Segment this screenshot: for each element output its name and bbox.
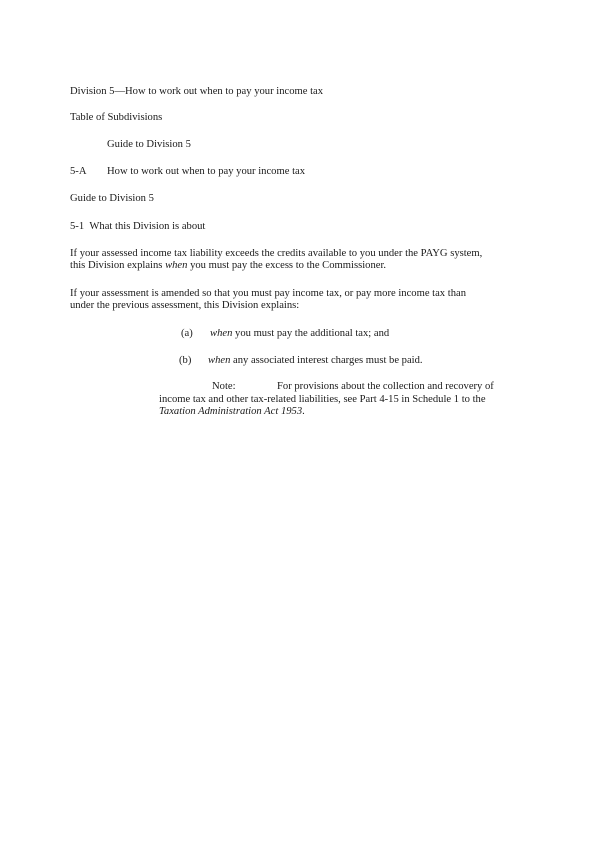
division-heading: Division 5—How to work out when to pay your income tax	[70, 86, 324, 97]
item-a-text	[210, 328, 389, 340]
section-title: What this Division is about	[89, 221, 206, 232]
item-a-emphasis: when	[210, 328, 233, 339]
note-line2: income tax and other tax-related liabilities, see Part 4-15 in Schedule 1 to the	[159, 394, 486, 405]
toc-title: Table of Subdivisions	[70, 112, 163, 123]
item-b-body: any associated interest charges must be paid.	[230, 355, 423, 366]
note-line3	[159, 406, 305, 418]
note-label: Note:	[212, 381, 236, 392]
item-b-text	[208, 355, 423, 367]
para2-line1: If your assessment is amended so that you must pay income tax, or pay more income tax than	[70, 288, 466, 299]
toc-subdivision-number: 5-A	[70, 166, 87, 177]
para1-text: this Division explains	[70, 260, 166, 271]
act-title: Taxation Administration Act 1953	[159, 406, 303, 417]
toc-guide-entry: Guide to Division 5	[107, 139, 191, 150]
para1-text-end: you must pay the excess to the Commissioner.	[187, 260, 387, 271]
note-line1: For provisions about the collection and recovery of	[277, 381, 494, 392]
para1-line1: If your assessed income tax liability exceeds the credits available to you under the PAYG system,	[70, 248, 483, 259]
guide-heading: Guide to Division 5	[70, 193, 154, 204]
para1-line2	[70, 260, 386, 272]
item-b-emphasis: when	[208, 355, 231, 366]
para2-line2: under the previous assessment, this Division explains:	[70, 300, 300, 311]
section-number: 5-1	[70, 221, 85, 232]
item-a-body: you must pay the additional tax; and	[232, 328, 390, 339]
toc-subdivision-title: How to work out when to pay your income tax	[107, 166, 306, 177]
note-period: .	[302, 406, 305, 417]
para1-emphasis: when	[165, 260, 188, 271]
item-a-label: (a)	[181, 328, 193, 339]
section-heading	[70, 221, 205, 233]
item-b-label: (b)	[179, 355, 192, 366]
